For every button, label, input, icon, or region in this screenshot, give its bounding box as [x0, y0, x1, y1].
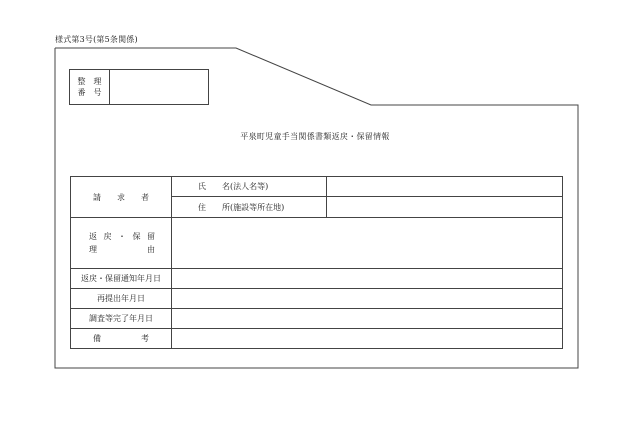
- reference-number-box: [69, 69, 209, 105]
- notice-date-value[interactable]: [172, 269, 563, 289]
- remarks-label: 備 考: [71, 329, 172, 349]
- address-value[interactable]: [327, 197, 563, 218]
- address-label: 住 所(施設等所在地): [172, 197, 327, 218]
- reason-label: [71, 218, 172, 269]
- name-value[interactable]: [327, 177, 563, 197]
- reference-label-line2: 番 号: [77, 88, 102, 97]
- investigation-date-label: 調査等完了年月日: [71, 309, 172, 329]
- resubmit-date-value[interactable]: [172, 289, 563, 309]
- notice-date-label: 返戻・保留通知年月日: [71, 269, 172, 289]
- name-label: 氏 名(法人名等): [172, 177, 327, 197]
- reason-label-line2: 理 由: [89, 245, 155, 254]
- claimant-label: 請 求 者: [71, 177, 172, 218]
- reference-label-line1: 整 理: [77, 77, 102, 86]
- investigation-date-value[interactable]: [172, 309, 563, 329]
- form-number: 様式第3号(第5条関係): [55, 35, 138, 44]
- info-table: [70, 176, 563, 349]
- resubmit-date-label: 再提出年月日: [71, 289, 172, 309]
- reason-label-line1: 返戻・保留: [89, 232, 155, 241]
- reference-number-label: [70, 70, 110, 104]
- reason-value[interactable]: [172, 218, 563, 269]
- remarks-value[interactable]: [172, 329, 563, 349]
- document-title: 平泉町児童手当関係書類返戻・保留情報: [240, 132, 390, 141]
- reference-number-value[interactable]: [110, 70, 208, 104]
